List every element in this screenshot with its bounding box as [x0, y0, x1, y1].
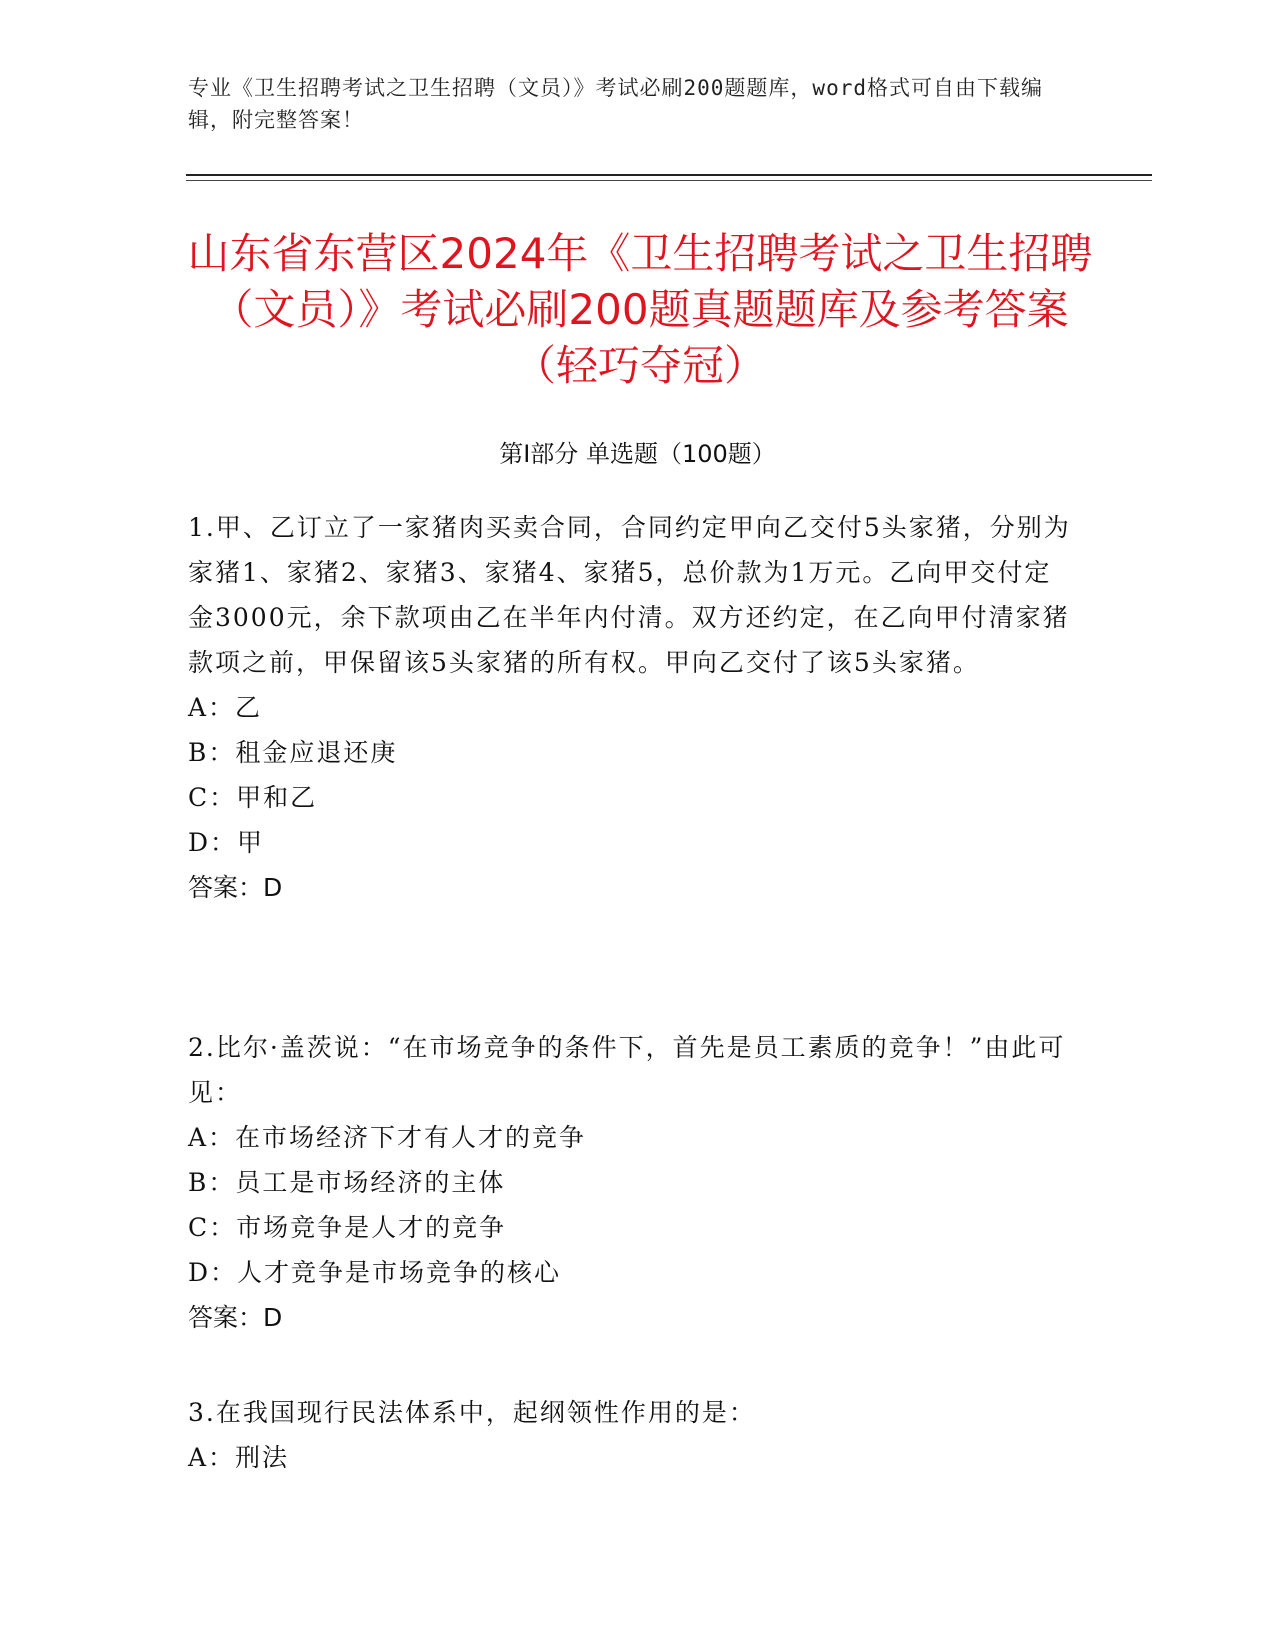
option-a: A：乙: [188, 693, 263, 722]
option-b: B：租金应退还庚: [188, 738, 398, 767]
option-c: C：市场竞争是人才的竞争: [188, 1213, 507, 1242]
option-c: C：甲和乙: [188, 783, 318, 812]
section-title: 第I部分 单选题（100题）: [499, 440, 776, 468]
document-title: 山东省东营区2024年《卫生招聘考试之卫生招聘（文员）》考试必刷200题真题题库及参考答案（轻巧夺冠）: [187, 229, 1093, 390]
option-a: A：在市场经济下才有人才的竞争: [188, 1123, 587, 1152]
header-divider-thick: [186, 174, 1152, 176]
header-note: 专业《卫生招聘考试之卫生招聘（文员）》考试必刷200题题库，word格式可自由下载编辑，附完整答案！: [188, 76, 1043, 132]
option-d: D：甲: [188, 828, 265, 857]
question-2: [188, 1025, 1078, 1340]
answer: 答案：D: [188, 873, 283, 902]
question-stem: 3.在我国现行民法体系中，起纲领性作用的是：: [188, 1398, 756, 1427]
option-b: B：员工是市场经济的主体: [188, 1168, 506, 1197]
header-divider-thin: [186, 180, 1152, 181]
option-a: A：刑法: [188, 1443, 290, 1472]
question-1: [188, 505, 1078, 910]
question-stem: 1.甲、乙订立了一家猪肉买卖合同，合同约定甲向乙交付5头家猪，分别为家猪1、家猪2、家猪3、家猪4、家猪5，总价款为1万元。乙向甲交付定金3000元，余下款项由乙在半年内付清。双方还约定，在乙向甲付清家猪款项之前，甲保留该5头家猪的所有权。甲向乙交付了该5头家猪。: [188, 513, 1071, 677]
answer: 答案：D: [188, 1303, 283, 1332]
question-stem: 2.比尔·盖茨说：“在市场竞争的条件下，首先是员工素质的竞争！”由此可见：: [188, 1033, 1066, 1107]
question-3: [188, 1390, 1078, 1480]
option-d: D：人才竞争是市场竞争的核心: [188, 1258, 562, 1287]
